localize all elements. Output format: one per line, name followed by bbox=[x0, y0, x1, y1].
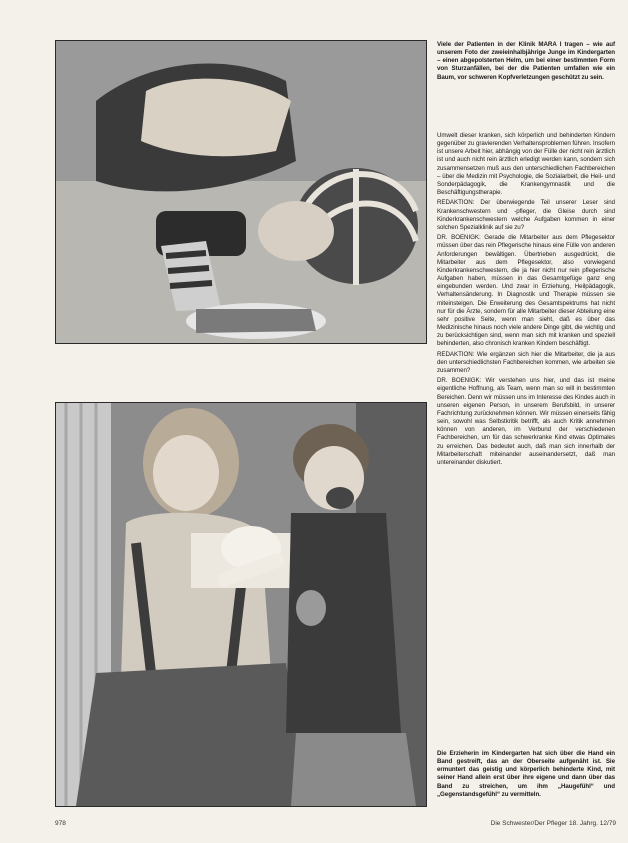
photo-child-with-helmet bbox=[55, 40, 427, 344]
article-body bbox=[437, 132, 615, 469]
page-number: 978 bbox=[55, 820, 66, 827]
caption-bottom-text: Die Erzieherin im Kindergarten hat sich über die Hand ein Band gestreift, das an der Oberseite aufgenäht ist. Sie ermuntert das geistig und körperlich behinderte Kind, mit seiner Hand allein erst über ihre eigene und dann über das Band zu streichen, um ihm „Haugefühl“ und „Gegenstandsgefühl“ zu vermitteln. bbox=[437, 750, 615, 798]
caption-bottom bbox=[437, 750, 615, 799]
photo-kindergarten-teacher bbox=[55, 402, 427, 807]
article-paragraph: REDAKTION: Der überwiegende Teil unserer Leser sind Krankenschwestern und -pfleger, die Gleise durch sind Kinderkrankenschwestern welche Aufgaben kommen in einer solchen Spezialklinik auf sie zu? bbox=[437, 199, 615, 231]
article-paragraph: Umwelt dieser kranken, sich körperlich und behinderten Kindern gegenüber zu gravierenden Verhaltensproblemen führen. Insofern ist unsere Arbeit hier, abhängig von der Fülle der nicht rein ärztlich ist und auch nicht rein ärztlich erledigt werden kann, sondern sich zusammensetzen muß aus den unterschiedlichen Fachbereichen – über die Medizin mit Psychologie, die Sozialarbeit, die Heil- und Sonderpädagogik, die Krankengymnastik und die Beschäftigungstherapie. bbox=[437, 132, 615, 197]
article-paragraph: DR. BOENIGK: Gerade die Mitarbeiter aus dem Pflegesektor müssen über das rein Pflegerische hinaus eine Fülle von anderen Anforderungen bewältigen. Übertrieben ausgedrückt, die Mitarbeiter aus dem Pflegesektor, also vorwiegend Kinderkrankenschwestern, die ja hier nicht nur rein pflegerische Aufgaben haben, müssen in das Gesamtgefüge ganz eng eingebunden werden. Und zwar in Erziehung, Heilpädagogik, Verhaltensänderung. In Diagnostik und Therapie müssen sie miteinsteigen. Die Erweiterung des Gesamtspektrums hat nicht nur für die Ärzte, sondern für alle Mitarbeiter dieser Abteilung eine sehr positive Seite, wenn man sieht, daß es über das Medizinische hinaus noch viele andere Dinge gibt, die wichtig und zu berücksichtigen sind, wenn man sich mit kranken und speziell behinderten, also chronisch kranken Kindern beschäftigt. bbox=[437, 234, 615, 348]
caption-top bbox=[437, 41, 615, 82]
caption-top-text: Viele der Patienten in der Klinik MARA I tragen – wie auf unserem Foto der zweieinhalbjährige Junge im Kindergarten – einen abgepolsterten Helm, um bei einer bestimmten Form von Sturzanfällen, bei der die Patienten umfallen wie ein Baum, vor schweren Kopfverletzungen geschützt zu sein. bbox=[437, 41, 615, 81]
magazine-reference: Die Schwester/Der Pfleger 18. Jahrg. 12/79 bbox=[490, 820, 616, 827]
article-paragraph: DR. BOENIGK: Wir verstehen uns hier, und das ist meine eigentliche Hoffnung, als Team, wenn man so will in bestimmten Bereichen. Denn wir müssen uns im Interesse des Kindes auch in unseren eigenen Person, in unserem Berufsbild, in unserer Fachrichtung zurücknehmen können. Wir müssen einerseits fähig sein, sowohl was Selbstkritik betrifft, als auch Kritik annehmen können von anderen, im Verbund der verschiedenen Fachbereichen, um für das schwerkranke Kind etwas Optimales zu erreichen. Das bedeutet auch, daß man sich innerhalb der Mitarbeiterschaft miteinander auseinandersetzt, daß man untereinander diskutiert. bbox=[437, 377, 615, 466]
photo-kindergarten-teacher-image bbox=[56, 403, 426, 806]
article-paragraph: REDAKTION: Wie ergänzen sich hier die Mitarbeiter, die ja aus den unterschiedlichsten Fachbereichen kommen, wie arbeiten sie zusammen? bbox=[437, 350, 615, 374]
photo-child-with-helmet-image bbox=[56, 41, 426, 343]
